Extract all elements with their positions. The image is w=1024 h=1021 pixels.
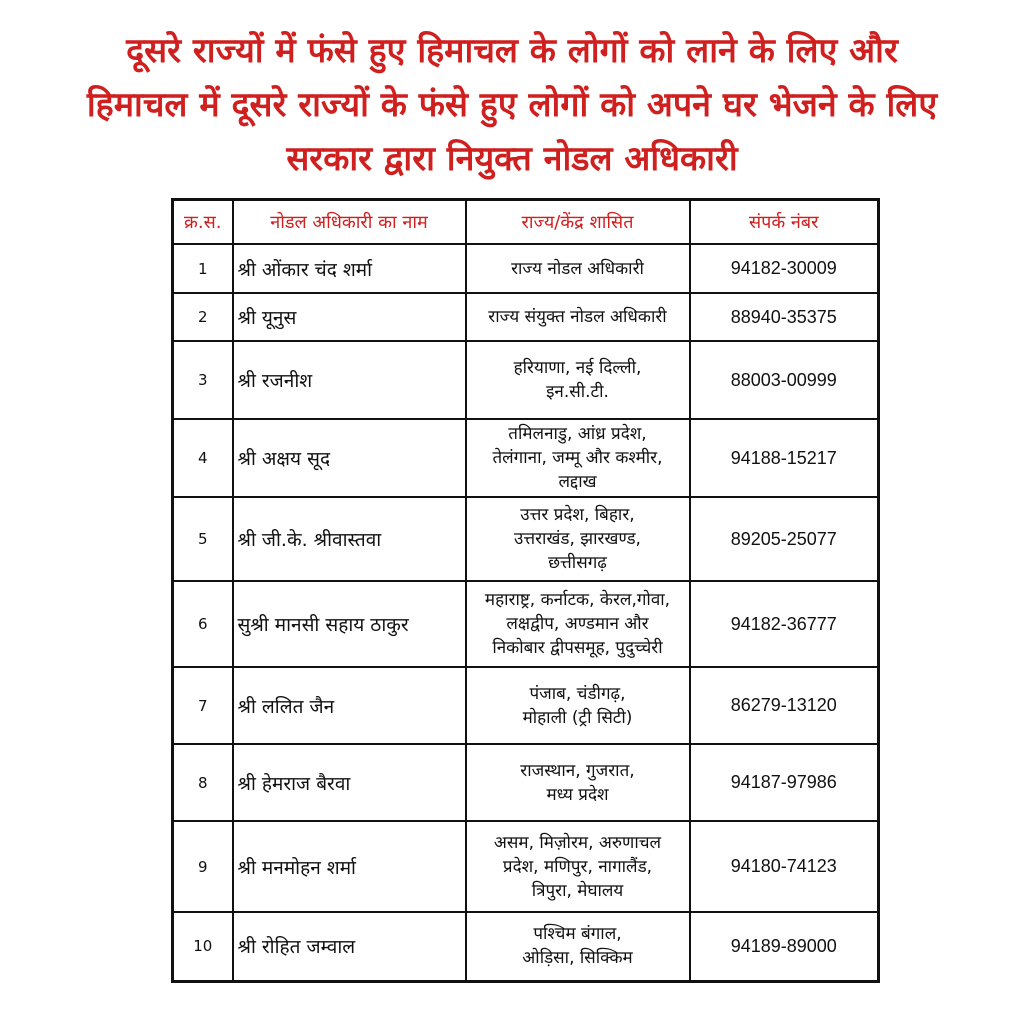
- contact-number: 94180-74123: [690, 821, 879, 912]
- region-line: तमिलनाडु, आंध्र प्रदेश,: [508, 424, 647, 444]
- serial-number: 1: [173, 244, 233, 293]
- table-body: [173, 244, 879, 981]
- table-row: [173, 244, 879, 293]
- region-cell: [466, 419, 690, 497]
- region-line: राज्य संयुक्त नोडल अधिकारी: [488, 307, 667, 327]
- contact-number: 94188-15217: [690, 419, 879, 497]
- region-line: पंजाब, चंडीगढ़,: [529, 683, 626, 704]
- officer-name: श्री हेमराज बैरवा: [233, 744, 466, 821]
- nodal-officers-table: [171, 198, 880, 983]
- region-line: निकोबार द्वीपसमूह, पुदुच्चेरी: [492, 638, 663, 658]
- region-line: उत्तर प्रदेश, बिहार,: [520, 505, 635, 525]
- officer-name: श्री ललित जैन: [233, 667, 466, 744]
- region-line: राज्य नोडल अधिकारी: [511, 258, 644, 279]
- serial-number: 3: [173, 341, 233, 419]
- region-line: लक्षद्वीप, अण्डमान और: [506, 614, 649, 634]
- region-line: असम, मिज़ोरम, अरुणाचल: [493, 832, 662, 853]
- region-line: प्रदेश, मणिपुर, नागालैंड,: [502, 856, 653, 877]
- region-cell: [466, 667, 690, 744]
- region-line: तेलंगाना, जम्मू और कश्मीर,: [492, 448, 663, 468]
- region-line: राजस्थान, गुजरात,: [520, 760, 635, 781]
- region-cell: [466, 293, 690, 341]
- table-header-row: [173, 200, 879, 245]
- table-row: [173, 581, 879, 667]
- region-cell: [466, 581, 690, 667]
- table-row: [173, 497, 879, 581]
- officer-name: श्री ओंकार चंद शर्मा: [233, 244, 466, 293]
- serial-number: 10: [173, 912, 233, 981]
- contact-number: 94182-30009: [690, 244, 879, 293]
- region-cell: [466, 821, 690, 912]
- officer-name: श्री रजनीश: [233, 341, 466, 419]
- contact-number: 94187-97986: [690, 744, 879, 821]
- contact-number: 86279-13120: [690, 667, 879, 744]
- region-line: महाराष्ट्र, कर्नाटक, केरल,गोवा,: [484, 590, 671, 610]
- contact-number: 89205-25077: [690, 497, 879, 581]
- serial-number: 5: [173, 497, 233, 581]
- header-sn: क्र.स.: [173, 200, 233, 245]
- officer-name: श्री मनमोहन शर्मा: [233, 821, 466, 912]
- serial-number: 6: [173, 581, 233, 667]
- table-row: [173, 293, 879, 341]
- serial-number: 7: [173, 667, 233, 744]
- table-row: [173, 912, 879, 981]
- officer-name: श्री अक्षय सूद: [233, 419, 466, 497]
- region-line: छत्तीसगढ़: [548, 553, 607, 573]
- header-region: राज्य/केंद्र शासित: [466, 200, 690, 245]
- region-line: हरियाणा, नई दिल्ली,: [513, 358, 642, 378]
- contact-number: 94189-89000: [690, 912, 879, 981]
- serial-number: 9: [173, 821, 233, 912]
- table-row: [173, 419, 879, 497]
- contact-number: 94182-36777: [690, 581, 879, 667]
- serial-number: 8: [173, 744, 233, 821]
- contact-number: 88940-35375: [690, 293, 879, 341]
- region-line: उत्तराखंड, झारखण्ड,: [514, 529, 641, 549]
- officer-name: श्री रोहित जम्वाल: [233, 912, 466, 981]
- region-line: मोहाली (ट्री सिटी): [522, 707, 633, 728]
- serial-number: 2: [173, 293, 233, 341]
- headline-line-2: हिमाचल में दूसरे राज्यों के फंसे हुए लोगों को अपने घर भेजने के लिए: [86, 85, 938, 125]
- region-line: त्रिपुरा, मेघालय: [531, 880, 624, 901]
- serial-number: 4: [173, 419, 233, 497]
- table-row: [173, 821, 879, 912]
- header-phone: संपर्क नंबर: [690, 200, 879, 245]
- officer-name: श्री यूनुस: [233, 293, 466, 341]
- region-cell: [466, 744, 690, 821]
- officer-name: सुश्री मानसी सहाय ठाकुर: [233, 581, 466, 667]
- region-line: पश्चिम बंगाल,: [533, 924, 622, 945]
- region-line: इन.सी.टी.: [546, 382, 609, 402]
- headline-line-3: सरकार द्वारा नियुक्त नोडल अधिकारी: [286, 139, 738, 179]
- table-row: [173, 667, 879, 744]
- region-line: ओड़िसा, सिक्किम: [522, 948, 633, 969]
- contact-number: 88003-00999: [690, 341, 879, 419]
- region-cell: [466, 497, 690, 581]
- officer-name: श्री जी.के. श्रीवास्तवा: [233, 497, 466, 581]
- page-headline: [0, 24, 1024, 186]
- region-cell: [466, 244, 690, 293]
- region-cell: [466, 912, 690, 981]
- region-line: लद्दाख: [558, 472, 597, 492]
- headline-line-1: दूसरे राज्यों में फंसे हुए हिमाचल के लोगों को लाने के लिए और: [126, 31, 898, 71]
- table-row: [173, 341, 879, 419]
- table-row: [173, 744, 879, 821]
- region-line: मध्य प्रदेश: [546, 784, 609, 805]
- region-cell: [466, 341, 690, 419]
- header-name: नोडल अधिकारी का नाम: [233, 200, 466, 245]
